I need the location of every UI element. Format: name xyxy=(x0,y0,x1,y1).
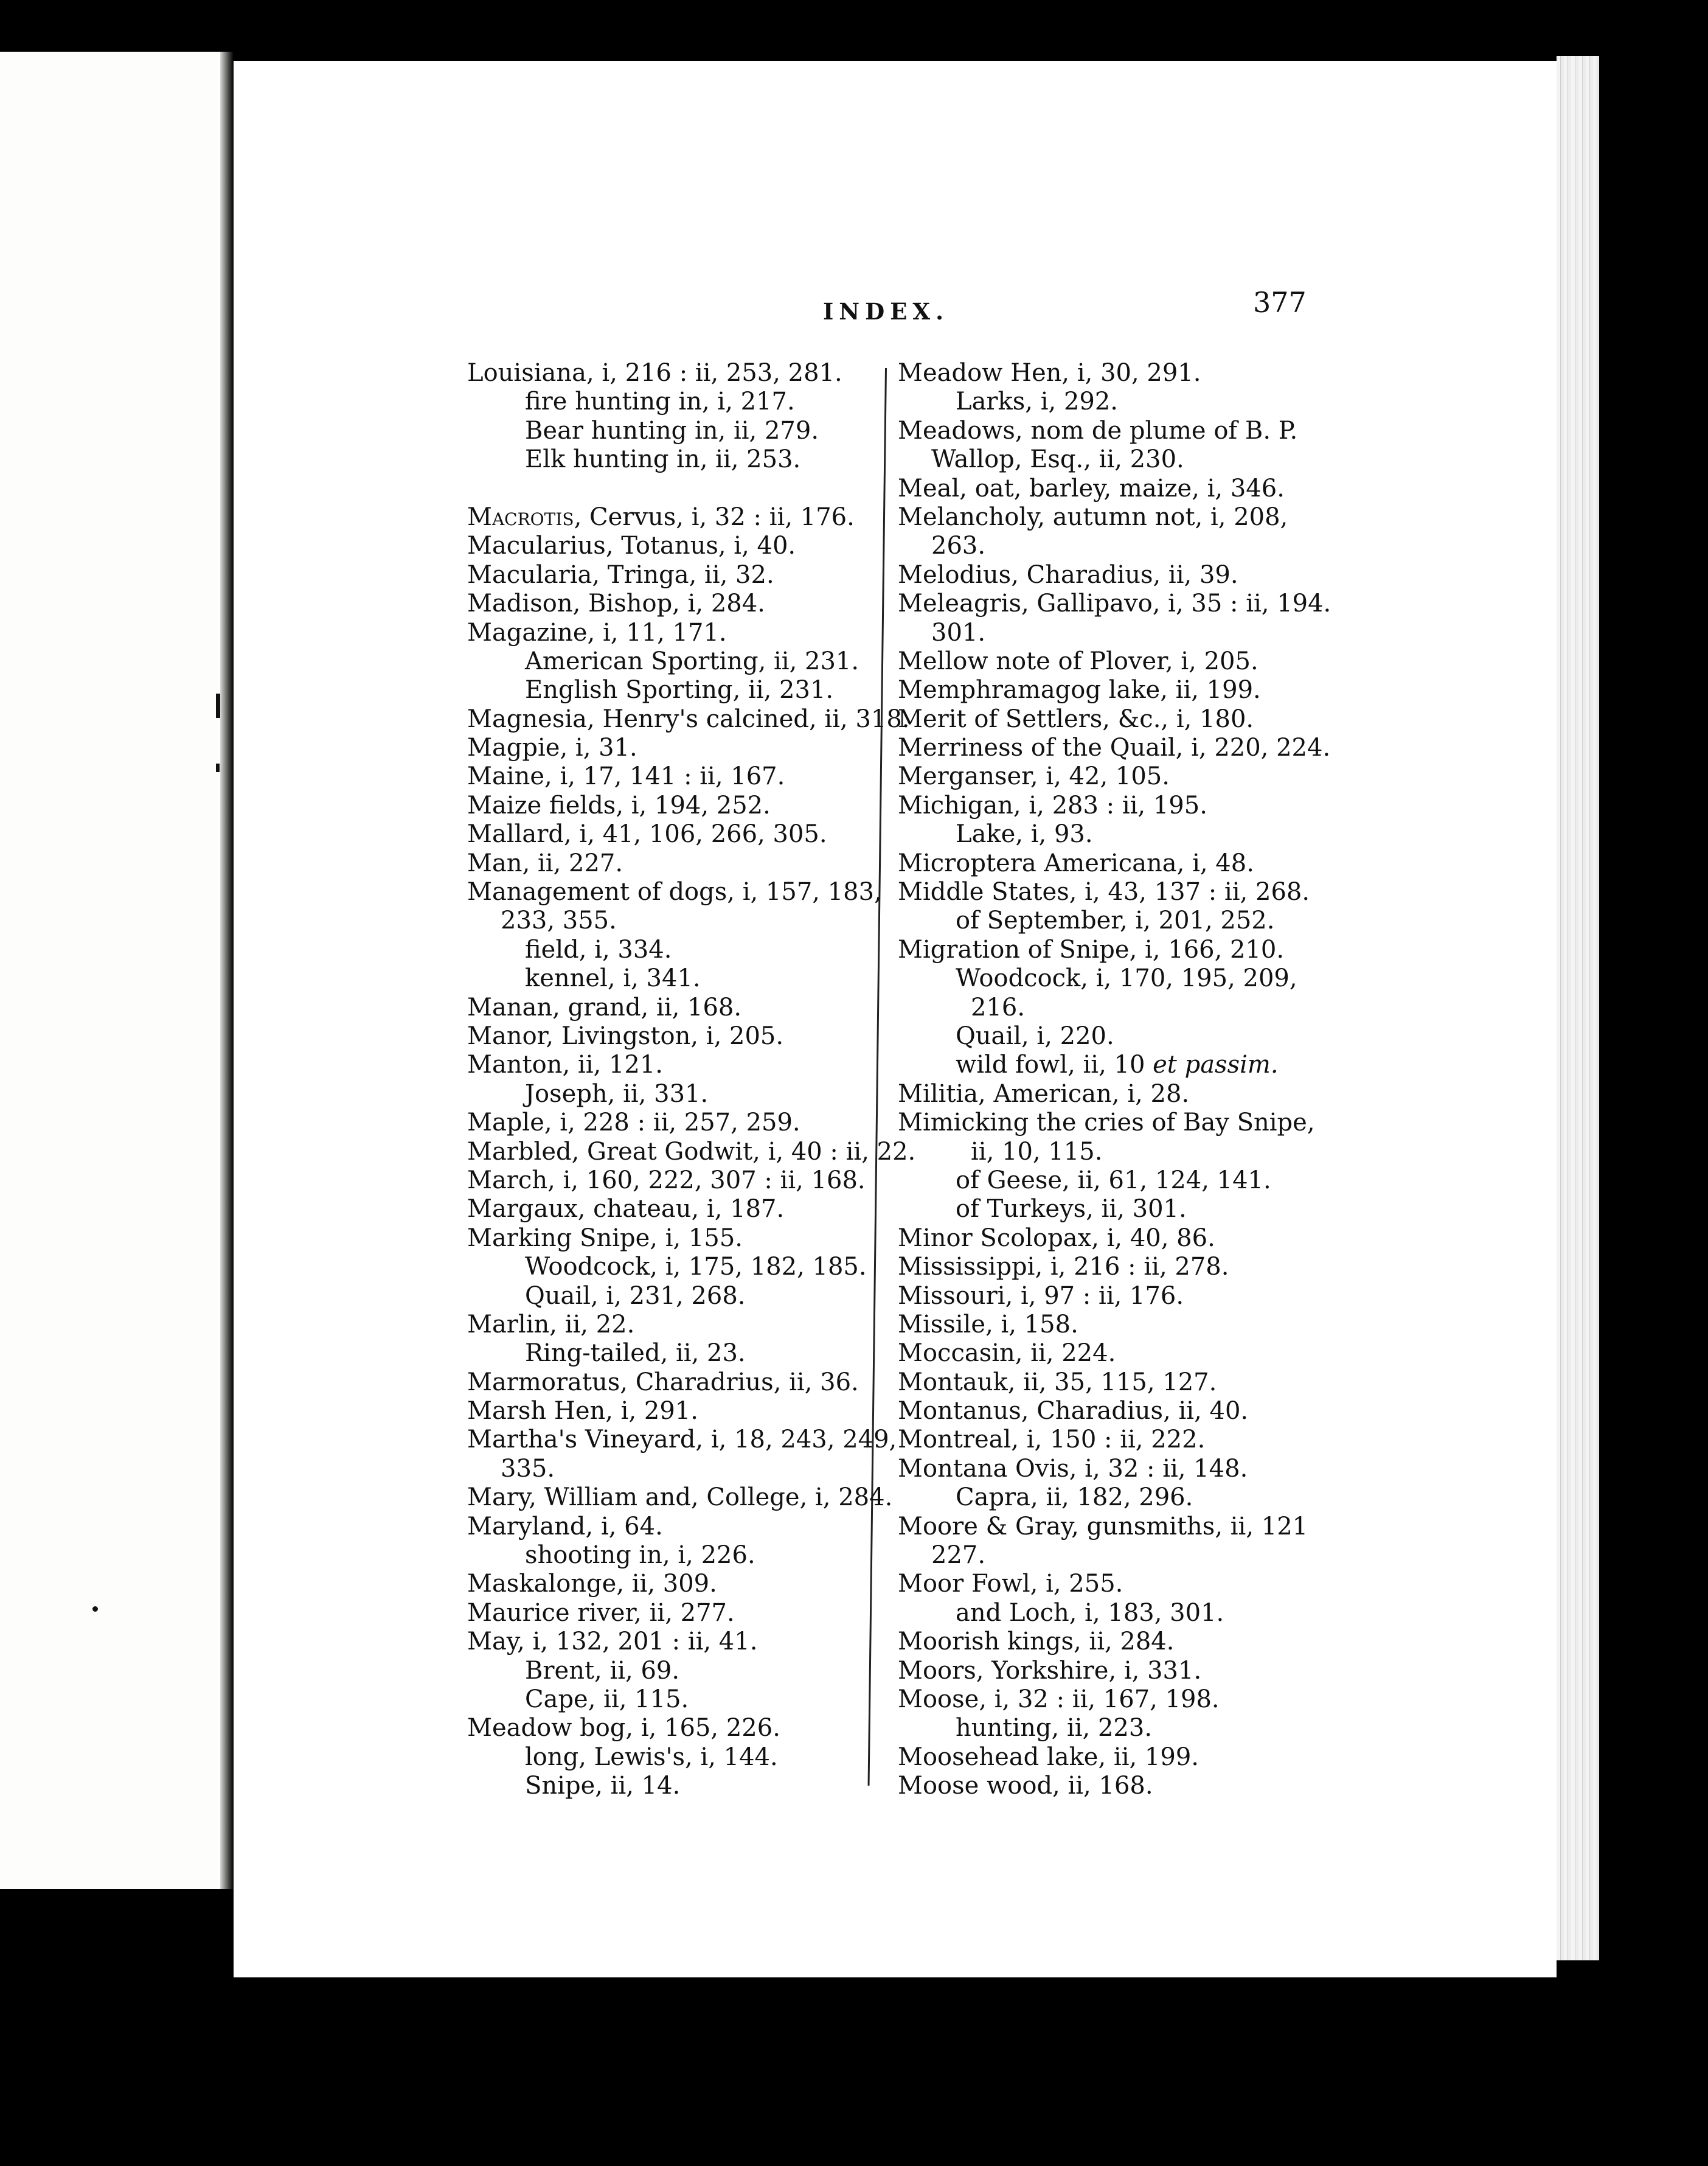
index-entry-text: Moor Fowl, i, 255. xyxy=(898,1570,1123,1598)
index-continuation xyxy=(898,619,1360,647)
index-entry xyxy=(898,590,1360,618)
index-subentry xyxy=(467,676,905,705)
index-entry-text: Minor Scolopax, i, 40, 86. xyxy=(898,1224,1215,1252)
index-subentry xyxy=(898,1195,1360,1224)
index-entry-text: Moosehead lake, ii, 199. xyxy=(898,1743,1199,1771)
index-entry-text: Melodius, Charadius, ii, 39. xyxy=(898,560,1238,589)
index-entry xyxy=(898,1253,1360,1281)
index-entry xyxy=(467,1022,905,1051)
index-entry-text: Marmoratus, Charadrius, ii, 36. xyxy=(467,1368,859,1396)
index-entry-text: Marking Snipe, i, 155. xyxy=(467,1224,743,1252)
index-entry-text: Moors, Yorkshire, i, 331. xyxy=(898,1656,1202,1685)
index-entry xyxy=(898,878,1360,907)
index-subentry xyxy=(898,964,1360,993)
speck xyxy=(92,1606,98,1612)
index-entry-text: Melancholy, autumn not, i, 208, xyxy=(898,503,1288,531)
index-entry-text: Middle States, i, 43, 137 : ii, 268. xyxy=(898,878,1310,907)
index-entry xyxy=(467,762,905,791)
index-entry xyxy=(898,561,1360,590)
index-entry xyxy=(467,1599,905,1628)
index-entry xyxy=(467,1051,905,1079)
index-entry xyxy=(467,734,905,762)
index-entry-text: 216. xyxy=(971,993,1026,1022)
index-entry xyxy=(467,590,905,618)
index-entry-text: Microptera Americana, i, 48. xyxy=(898,849,1254,877)
index-entry xyxy=(467,1311,905,1339)
index-entry-text: Marlin, ii, 22. xyxy=(467,1310,635,1339)
index-entry xyxy=(467,1109,905,1137)
index-entry xyxy=(898,1109,1360,1137)
index-entry xyxy=(898,475,1360,503)
index-subentry xyxy=(467,964,905,993)
index-entry-text: Merriness of the Quail, i, 220, 224. xyxy=(898,734,1331,762)
index-entry-text: Mallard, i, 41, 106, 266, 305. xyxy=(467,820,827,849)
book-gutter xyxy=(220,52,234,1889)
index-entry xyxy=(467,532,905,560)
index-entry-text: May, i, 132, 201 : ii, 41. xyxy=(467,1628,758,1656)
index-subentry xyxy=(467,1657,905,1685)
index-entry-text: Maurice river, ii, 277. xyxy=(467,1598,735,1627)
index-entry-text: Magpie, i, 31. xyxy=(467,734,637,762)
index-entry-text: hunting, ii, 223. xyxy=(956,1714,1153,1743)
index-subentry xyxy=(898,1599,1360,1628)
index-entry-text: Magnesia, Henry's calcined, ii, 318. xyxy=(467,705,910,733)
index-entry-text: Missile, i, 158. xyxy=(898,1310,1078,1339)
index-entry-text: 227. xyxy=(931,1541,986,1570)
index-entry xyxy=(898,849,1360,878)
index-entry-text: Moccasin, ii, 224. xyxy=(898,1339,1116,1368)
index-entry-text: Mary, William and, College, i, 284. xyxy=(467,1483,893,1512)
index-entry-text: ii, 10, 115. xyxy=(971,1137,1103,1166)
index-continuation xyxy=(467,907,905,935)
index-entry-text: Mellow note of Plover, i, 205. xyxy=(898,647,1258,675)
index-continuation xyxy=(898,994,1360,1022)
index-heading-word: Macrotis xyxy=(467,503,574,531)
index-entry-text: Missouri, i, 97 : ii, 176. xyxy=(898,1281,1184,1310)
bleed-mark xyxy=(216,694,220,718)
index-entry xyxy=(898,1657,1360,1685)
index-subentry xyxy=(467,1541,905,1570)
index-subentry xyxy=(467,388,905,416)
index-entry xyxy=(898,734,1360,762)
index-entry-text: Merganser, i, 42, 105. xyxy=(898,762,1170,791)
index-entry-text: Meadows, nom de plume of B. P. xyxy=(898,416,1298,445)
index-entry-text: Michigan, i, 283 : ii, 195. xyxy=(898,791,1207,820)
index-entry xyxy=(898,762,1360,791)
index-entry-text: Mimicking the cries of Bay Snipe, xyxy=(898,1109,1315,1137)
index-entry-text: American Sporting, ii, 231. xyxy=(525,647,859,675)
index-entry xyxy=(467,503,905,532)
index-entry xyxy=(898,1311,1360,1339)
index-entry xyxy=(898,1743,1360,1772)
index-column-right xyxy=(898,359,1360,1801)
index-entry-text: Quail, i, 231, 268. xyxy=(525,1281,746,1310)
index-entry-text: Man, ii, 227. xyxy=(467,849,623,877)
index-subentry xyxy=(898,1483,1360,1512)
index-entry-text: Joseph, ii, 331. xyxy=(525,1079,709,1108)
index-entry-text: Merit of Settlers, &c., i, 180. xyxy=(898,705,1254,733)
index-entry-text: Meadow Hen, i, 30, 291. xyxy=(898,359,1201,387)
index-entry xyxy=(467,561,905,590)
index-entry xyxy=(898,647,1360,676)
index-entry xyxy=(467,1628,905,1656)
bleed-mark xyxy=(216,764,220,772)
index-entry xyxy=(898,1628,1360,1656)
index-subentry xyxy=(898,1714,1360,1743)
index-entry xyxy=(467,1368,905,1397)
index-entry-text: Quail, i, 220. xyxy=(956,1022,1114,1050)
index-entry-text: 233, 355. xyxy=(501,907,617,935)
index-continuation xyxy=(898,532,1360,560)
index-entry xyxy=(467,1195,905,1224)
index-entry xyxy=(467,994,905,1022)
index-entry xyxy=(467,878,905,907)
index-entry-text: Larks, i, 292. xyxy=(956,388,1119,416)
index-subentry xyxy=(467,1080,905,1109)
index-entry-text: , Cervus, i, 32 : ii, 176. xyxy=(574,503,855,531)
index-subentry xyxy=(898,1022,1360,1051)
index-entry xyxy=(467,1513,905,1541)
index-entry xyxy=(467,359,905,388)
index-italic-text: et passim. xyxy=(1153,1051,1279,1079)
index-subentry xyxy=(467,1743,905,1772)
index-entry-text: Macularia, Tringa, ii, 32. xyxy=(467,560,774,589)
index-entry xyxy=(898,1772,1360,1800)
index-entry-text: Wallop, Esq., ii, 230. xyxy=(931,445,1184,474)
index-entry-text: Magazine, i, 11, 171. xyxy=(467,618,727,647)
index-entry-text: of Geese, ii, 61, 124, 141. xyxy=(956,1166,1271,1194)
index-gap xyxy=(467,475,905,503)
index-entry xyxy=(467,1714,905,1743)
index-entry xyxy=(898,792,1360,820)
index-column-left xyxy=(467,359,916,1801)
index-subentry xyxy=(467,1339,905,1368)
index-entry xyxy=(467,1570,905,1598)
index-entry xyxy=(898,1397,1360,1426)
index-subentry xyxy=(467,1685,905,1714)
index-entry xyxy=(898,1426,1360,1454)
index-entry-text: Margaux, chateau, i, 187. xyxy=(467,1195,785,1224)
index-entry xyxy=(467,619,905,647)
index-subentry xyxy=(467,936,905,964)
index-entry-text: Brent, ii, 69. xyxy=(525,1656,680,1685)
index-entry xyxy=(467,1397,905,1426)
index-entry-text: Madison, Bishop, i, 284. xyxy=(467,590,765,618)
index-entry xyxy=(467,820,905,849)
index-entry-text: Louisiana, i, 216 : ii, 253, 281. xyxy=(467,359,842,387)
index-entry xyxy=(898,1080,1360,1109)
index-subentry xyxy=(898,1166,1360,1195)
index-continuation xyxy=(898,1541,1360,1570)
index-subentry xyxy=(467,647,905,676)
index-entry-text: Macularius, Totanus, i, 40. xyxy=(467,532,796,560)
index-entry xyxy=(898,503,1360,532)
index-entry-text: of Turkeys, ii, 301. xyxy=(956,1195,1187,1224)
index-entry-text: Maskalonge, ii, 309. xyxy=(467,1570,717,1598)
index-entry-text: Maine, i, 17, 141 : ii, 167. xyxy=(467,762,785,791)
index-entry-text: wild fowl, ii, 10 xyxy=(956,1051,1153,1079)
index-entry-text: Ring-tailed, ii, 23. xyxy=(525,1339,746,1368)
index-entry-text: field, i, 334. xyxy=(525,935,672,964)
index-continuation xyxy=(898,1138,1360,1166)
index-entry-text: Moorish kings, ii, 284. xyxy=(898,1628,1175,1656)
index-entry-text: Woodcock, i, 175, 182, 185. xyxy=(525,1253,867,1281)
index-entry-text: Capra, ii, 182, 296. xyxy=(956,1483,1193,1512)
index-entry xyxy=(898,676,1360,705)
index-entry-text: Mississippi, i, 216 : ii, 278. xyxy=(898,1253,1229,1281)
page-number: 377 xyxy=(1253,286,1307,319)
index-subentry xyxy=(898,820,1360,849)
index-entry-text: Management of dogs, i, 157, 183, xyxy=(467,878,882,907)
index-entry-text: Maryland, i, 64. xyxy=(467,1512,663,1541)
index-entry-text: English Sporting, ii, 231. xyxy=(525,676,834,705)
index-entry-text: fire hunting in, i, 217. xyxy=(525,388,795,416)
running-head: INDEX. xyxy=(823,298,949,325)
index-entry-text: 263. xyxy=(931,532,986,560)
index-entry-text: kennel, i, 341. xyxy=(525,964,701,993)
index-entry xyxy=(467,792,905,820)
index-entry xyxy=(898,417,1360,445)
index-entry xyxy=(898,1368,1360,1397)
index-entry-text: Marbled, Great Godwit, i, 40 : ii, 22. xyxy=(467,1137,916,1166)
index-entry xyxy=(898,1513,1360,1541)
index-subentry xyxy=(898,1051,1360,1079)
index-entry-text: Meadow bog, i, 165, 226. xyxy=(467,1714,780,1743)
index-subentry xyxy=(898,388,1360,416)
index-subentry xyxy=(898,907,1360,935)
index-entry xyxy=(467,1224,905,1253)
index-entry-text: of September, i, 201, 252. xyxy=(956,907,1275,935)
index-entry-text: Maple, i, 228 : ii, 257, 259. xyxy=(467,1109,800,1137)
index-entry xyxy=(898,1224,1360,1253)
index-entry-text: 301. xyxy=(931,618,986,647)
index-entry xyxy=(467,705,910,734)
index-entry-text: Moose, i, 32 : ii, 167, 198. xyxy=(898,1685,1220,1713)
index-subentry xyxy=(467,1253,905,1281)
index-entry-text: Martha's Vineyard, i, 18, 243, 249, xyxy=(467,1426,897,1454)
index-entry xyxy=(898,359,1360,388)
index-entry-text: Meal, oat, barley, maize, i, 346. xyxy=(898,474,1285,503)
index-entry xyxy=(467,1166,905,1195)
index-entry-text: Montreal, i, 150 : ii, 222. xyxy=(898,1426,1206,1454)
index-entry-text: Cape, ii, 115. xyxy=(525,1685,689,1713)
index-entry-text: Snipe, ii, 14. xyxy=(525,1772,681,1800)
index-subentry xyxy=(467,1772,905,1800)
index-entry-text: Manan, grand, ii, 168. xyxy=(467,993,742,1022)
index-entry-text: Montanus, Charadius, ii, 40. xyxy=(898,1397,1249,1426)
index-subentry xyxy=(467,417,905,445)
index-entry xyxy=(898,1455,1360,1483)
index-entry-text: Manor, Livingston, i, 205. xyxy=(467,1022,784,1050)
index-entry-text: Migration of Snipe, i, 166, 210. xyxy=(898,935,1285,964)
index-entry-text: Manton, ii, 121. xyxy=(467,1051,663,1079)
index-entry-text: shooting in, i, 226. xyxy=(525,1541,755,1570)
index-entry xyxy=(467,1137,916,1166)
facing-page xyxy=(0,52,220,1889)
index-entry-text: Marsh Hen, i, 291. xyxy=(467,1397,698,1426)
index-entry-text: Moore & Gray, gunsmiths, ii, 121 xyxy=(898,1512,1308,1541)
index-entry-text: Memphramagog lake, ii, 199. xyxy=(898,676,1261,705)
index-entry-text: Militia, American, i, 28. xyxy=(898,1079,1190,1108)
index-continuation xyxy=(467,1455,905,1483)
index-entry xyxy=(898,1685,1360,1714)
index-entry-text: Lake, i, 93. xyxy=(956,820,1093,849)
index-entry-text: long, Lewis's, i, 144. xyxy=(525,1743,778,1771)
index-entry xyxy=(898,705,1360,734)
index-subentry xyxy=(467,1282,905,1311)
index-entry xyxy=(467,849,905,878)
index-entry-text: 335. xyxy=(501,1454,555,1483)
index-entry-text: and Loch, i, 183, 301. xyxy=(956,1598,1224,1627)
index-entry-text: Maize fields, i, 194, 252. xyxy=(467,791,771,820)
index-entry xyxy=(467,1426,905,1454)
index-entry-text: Montana Ovis, i, 32 : ii, 148. xyxy=(898,1454,1248,1483)
index-entry-text: March, i, 160, 222, 307 : ii, 168. xyxy=(467,1166,866,1194)
page-edges xyxy=(1557,56,1599,1960)
index-entry xyxy=(898,1339,1360,1368)
index-entry-text: Montauk, ii, 35, 115, 127. xyxy=(898,1368,1217,1396)
index-entry-text: Woodcock, i, 170, 195, 209, xyxy=(956,964,1297,993)
index-entry-text: Meleagris, Gallipavo, i, 35 : ii, 194. xyxy=(898,590,1331,618)
index-entry-text: Bear hunting in, ii, 279. xyxy=(525,416,819,445)
index-continuation xyxy=(898,445,1360,474)
index-subentry xyxy=(467,445,905,474)
index-entry xyxy=(898,936,1360,964)
index-entry xyxy=(467,1483,905,1512)
index-entry-text: Moose wood, ii, 168. xyxy=(898,1772,1153,1800)
index-entry-text: Elk hunting in, ii, 253. xyxy=(525,445,801,474)
index-entry xyxy=(898,1570,1360,1598)
index-entry xyxy=(898,1282,1360,1311)
